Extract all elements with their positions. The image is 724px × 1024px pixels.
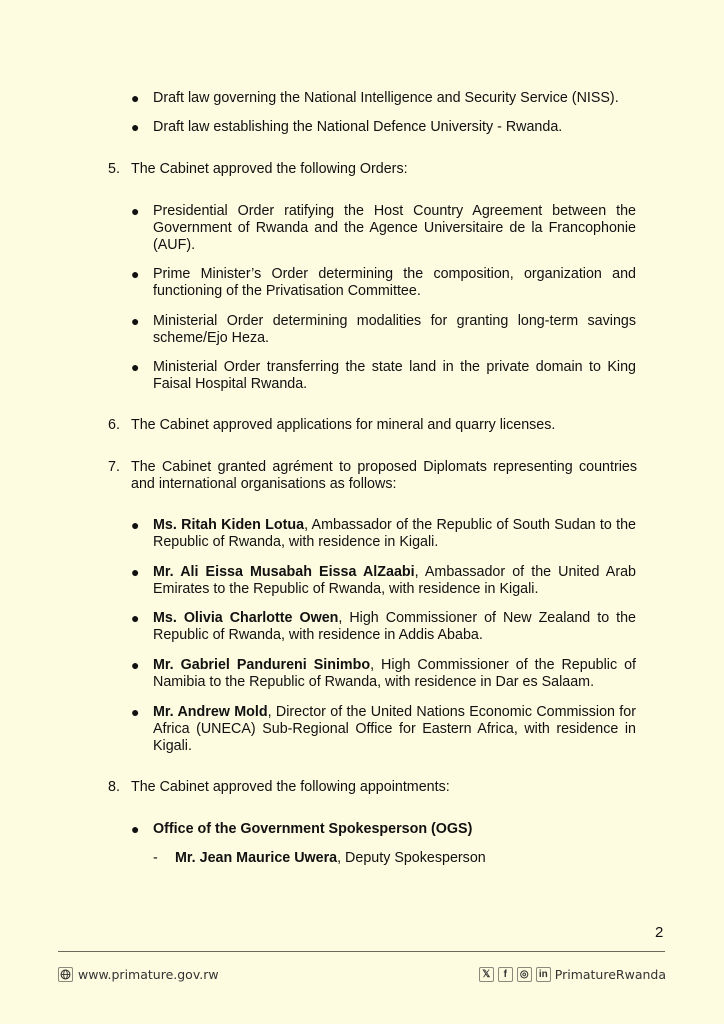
instagram-icon[interactable]: ◎	[517, 967, 532, 982]
item-8-text: The Cabinet approved the following appointments:	[131, 779, 450, 795]
diplomat-description: , High Commissioner of the Republic of Namibia to the Republic of Rwanda, with residence in Dar es Salaam.	[153, 657, 637, 690]
diplomat-name: Mr. Gabriel Pandureni Sinimbo	[153, 657, 371, 673]
diplomat-name: Ms. Olivia Charlotte Owen	[153, 610, 339, 626]
diplomat-description: , High Commissioner of New Zealand to the Republic of Rwanda, with residence in Addis Ababa.	[153, 610, 636, 643]
diplomat-description: , Ambassador of the United Arab Emirates to the Republic of Rwanda, with residence in Kigali.	[153, 564, 636, 597]
footer-social	[479, 967, 666, 982]
diplomat-name: Ms. Ritah Kiden Lotua	[153, 517, 305, 533]
x-icon[interactable]: 𝕏	[479, 967, 494, 982]
bullet-icon: ●	[131, 203, 140, 219]
order-ministerial-land: Ministerial Order transferring the state land in the private domain to King Faisal Hospital Rwanda.	[153, 359, 636, 392]
diplomat-entry	[153, 564, 636, 598]
diplomat-description: , Director of the United Nations Economic Commission for Africa (UNECA) Sub-Regional Office for Eastern Africa, with residence in Kigali.	[153, 704, 636, 754]
item-number: 8.	[108, 779, 120, 795]
facebook-icon[interactable]: f	[498, 967, 513, 982]
appointee-name: Mr. Jean Maurice Uwera	[175, 850, 338, 866]
appointee-entry	[175, 850, 635, 867]
diplomat-entry	[153, 657, 636, 691]
order-ministerial-ejo-heza: Ministerial Order determining modalities for granting long-term savings scheme/Ejo Heza.	[153, 313, 636, 346]
bullet-icon: ●	[131, 517, 140, 533]
diplomat-entry	[153, 517, 636, 551]
diplomat-entry	[153, 704, 636, 755]
draft-law-defence-university: Draft law establishing the National Defence University - Rwanda.	[153, 119, 563, 135]
page-number: 2	[655, 924, 664, 941]
item-5-text: The Cabinet approved the following Orders:	[131, 161, 408, 177]
order-prime-minister: Prime Minister’s Order determining the composition, organization and functioning of the Privatisation Committee.	[153, 266, 636, 299]
item-6-text: The Cabinet approved applications for mineral and quarry licenses.	[131, 417, 556, 433]
item-number: 5.	[108, 161, 120, 177]
item-number: 6.	[108, 417, 120, 433]
bullet-icon: ●	[131, 119, 140, 135]
bullet-icon: ●	[131, 564, 140, 580]
draft-law-niss: Draft law governing the National Intelligence and Security Service (NISS).	[153, 90, 619, 106]
bullet-icon: ●	[131, 266, 140, 282]
website-link[interactable]: www.primature.gov.rw	[78, 967, 219, 982]
globe-icon	[58, 967, 73, 982]
order-presidential: Presidential Order ratifying the Host Country Agreement between the Government of Rwanda and the Agence Universitaire de la Francophonie (AUF).	[153, 203, 636, 253]
dash-marker: -	[153, 850, 158, 866]
bullet-icon: ●	[131, 610, 140, 626]
bullet-icon: ●	[131, 90, 140, 106]
social-handle[interactable]: PrimatureRwanda	[554, 967, 666, 982]
bullet-icon: ●	[131, 657, 140, 673]
diplomat-name: Mr. Andrew Mold	[153, 704, 268, 720]
footer-divider	[58, 951, 665, 952]
bullet-icon: ●	[131, 821, 140, 837]
bullet-icon: ●	[131, 359, 140, 375]
appointee-role: , Deputy Spokesperson	[337, 850, 486, 866]
diplomat-entry	[153, 610, 636, 644]
office-heading: Office of the Government Spokesperson (OGS)	[153, 821, 473, 837]
diplomat-name: Mr. Ali Eissa Musabah Eissa AlZaabi	[153, 564, 415, 580]
linkedin-icon[interactable]: in	[536, 967, 551, 982]
bullet-icon: ●	[131, 704, 140, 720]
footer-website[interactable]	[58, 967, 219, 982]
item-number: 7.	[108, 459, 120, 475]
bullet-icon: ●	[131, 313, 140, 329]
diplomat-description: , Ambassador of the Republic of South Sudan to the Republic of Rwanda, with residence in Kigali.	[153, 517, 636, 550]
item-7-text: The Cabinet granted agrément to proposed Diplomats representing countries and international organisations as follows:	[131, 459, 637, 492]
